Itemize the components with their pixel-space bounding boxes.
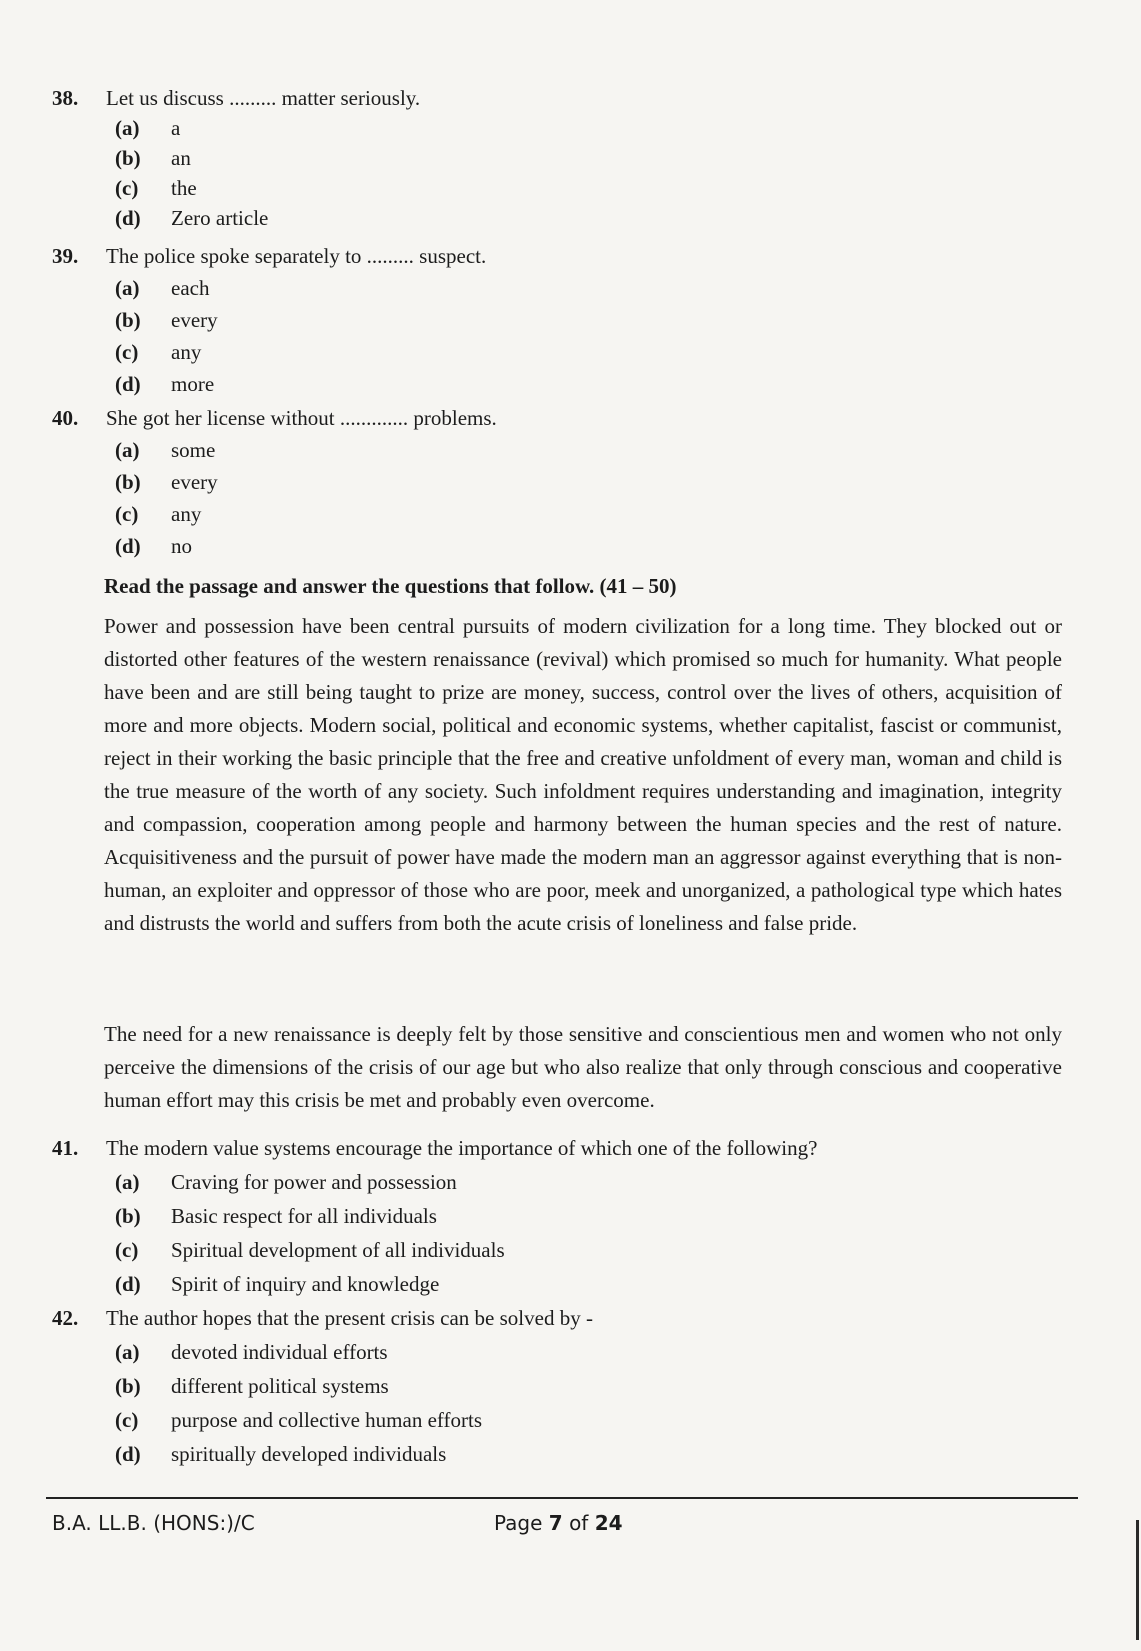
option-42-b [115, 1370, 389, 1402]
scan-edge-mark [1136, 1520, 1139, 1640]
option-text: every [171, 308, 218, 332]
option-label: (b) [115, 470, 141, 494]
option-40-d [115, 530, 192, 562]
question-39 [52, 240, 486, 272]
option-label: (a) [115, 1170, 140, 1194]
question-number: 40. [52, 406, 79, 430]
option-text: an [171, 146, 191, 170]
option-39-a [115, 272, 209, 304]
option-text: some [171, 438, 216, 462]
question-41 [52, 1132, 817, 1164]
page-indicator [494, 1511, 623, 1535]
option-text: spiritually developed individuals [171, 1442, 447, 1466]
option-label: (a) [115, 116, 140, 140]
option-40-b [115, 466, 218, 498]
option-label: (b) [115, 1204, 141, 1228]
option-text: any [171, 340, 202, 364]
option-label: (b) [115, 146, 141, 170]
option-label: (b) [115, 1374, 141, 1398]
question-text: She got her license without ............. problems. [106, 406, 497, 430]
option-text: devoted individual efforts [171, 1340, 388, 1364]
option-text: every [171, 470, 218, 494]
option-label: (d) [115, 206, 141, 230]
option-label: (c) [115, 1408, 139, 1432]
option-label: (c) [115, 340, 139, 364]
question-40 [52, 402, 497, 434]
option-text: a [171, 116, 181, 140]
option-39-d [115, 368, 214, 400]
page-current: 7 [548, 1511, 563, 1535]
question-number: 41. [52, 1136, 79, 1160]
option-text: no [171, 534, 192, 558]
option-38-d [115, 202, 268, 234]
question-text: The police spoke separately to ......... suspect. [106, 244, 487, 268]
option-label: (d) [115, 372, 141, 396]
question-number: 39. [52, 244, 79, 268]
question-38 [52, 82, 420, 114]
option-label: (c) [115, 502, 139, 526]
option-label: (d) [115, 1442, 141, 1466]
option-41-a [115, 1166, 457, 1198]
option-text: Craving for power and possession [171, 1170, 457, 1194]
option-text: purpose and collective human efforts [171, 1408, 483, 1432]
option-text: Basic respect for all individuals [171, 1204, 437, 1228]
option-38-b [115, 142, 191, 174]
question-number: 38. [52, 86, 79, 110]
option-text: more [171, 372, 215, 396]
page-of: of [569, 1511, 589, 1535]
option-label: (b) [115, 308, 141, 332]
option-39-b [115, 304, 218, 336]
question-number: 42. [52, 1306, 79, 1330]
footer-divider [46, 1497, 1078, 1499]
option-label: (a) [115, 438, 140, 462]
option-text: the [171, 176, 197, 200]
page-total: 24 [594, 1511, 623, 1535]
option-38-c [115, 172, 197, 204]
question-text: Let us discuss ......... matter seriously. [106, 86, 421, 110]
option-label: (a) [115, 276, 140, 300]
page-word: Page [494, 1511, 543, 1535]
option-42-a [115, 1336, 388, 1368]
option-label: (d) [115, 1272, 141, 1296]
option-41-b [115, 1200, 437, 1232]
question-42 [52, 1302, 593, 1334]
passage-paragraph-1: Power and possession have been central pursuits of modern civilization for a long time. They blocked out or distorted other features of the western renaissance (revival) which promised so much for humanity. What people have been and are still being taught to prize are money, success, control over the lives of others, acquisition of more and more objects. Modern social, political and economic systems, whether capitalist, fascist or communist, reject in their working the basic principle that the free and creative unfoldment of every man, woman and child is the true measure of the worth of any society. Such infoldment requires understanding and imagination, integrity and compassion, cooperation among people and harmony between the human species and the rest of nature. Acquisitiveness and the pursuit of power have made the modern man an aggressor against everything that is non-human, an exploiter and oppressor of those who are poor, meek and unorganized, a pathological type which hates and distrusts the world and suffers from both the acute crisis of loneliness and false pride. [104, 614, 1062, 935]
option-text: Zero article [171, 206, 269, 230]
option-38-a [115, 112, 180, 144]
option-42-c [115, 1404, 482, 1436]
passage-paragraph-2: The need for a new renaissance is deeply felt by those sensitive and conscientious men and women who not only perceive the dimensions of the crisis of our age but who also realize that only through conscious and cooperative human effort may this crisis be met and probably even overcome. [104, 1022, 1062, 1112]
option-42-d [115, 1438, 446, 1470]
option-text: any [171, 502, 202, 526]
option-39-c [115, 336, 201, 368]
option-label: (a) [115, 1340, 140, 1364]
option-label: (c) [115, 176, 139, 200]
option-41-c [115, 1234, 505, 1266]
question-text: The author hopes that the present crisis can be solved by - [106, 1306, 593, 1330]
option-text: different political systems [171, 1374, 389, 1398]
option-text: Spiritual development of all individuals [171, 1238, 505, 1262]
option-40-a [115, 434, 215, 466]
option-text: each [171, 276, 210, 300]
option-text: Spirit of inquiry and knowledge [171, 1272, 440, 1296]
question-text: The modern value systems encourage the importance of which one of the following? [106, 1136, 818, 1160]
option-40-c [115, 498, 201, 530]
option-label: (d) [115, 534, 141, 558]
option-label: (c) [115, 1238, 139, 1262]
course-code: B.A. LL.B. (HONS:)/C [52, 1511, 255, 1535]
passage-heading: Read the passage and answer the questions that follow. (41 – 50) [104, 574, 677, 598]
option-41-d [115, 1268, 439, 1300]
